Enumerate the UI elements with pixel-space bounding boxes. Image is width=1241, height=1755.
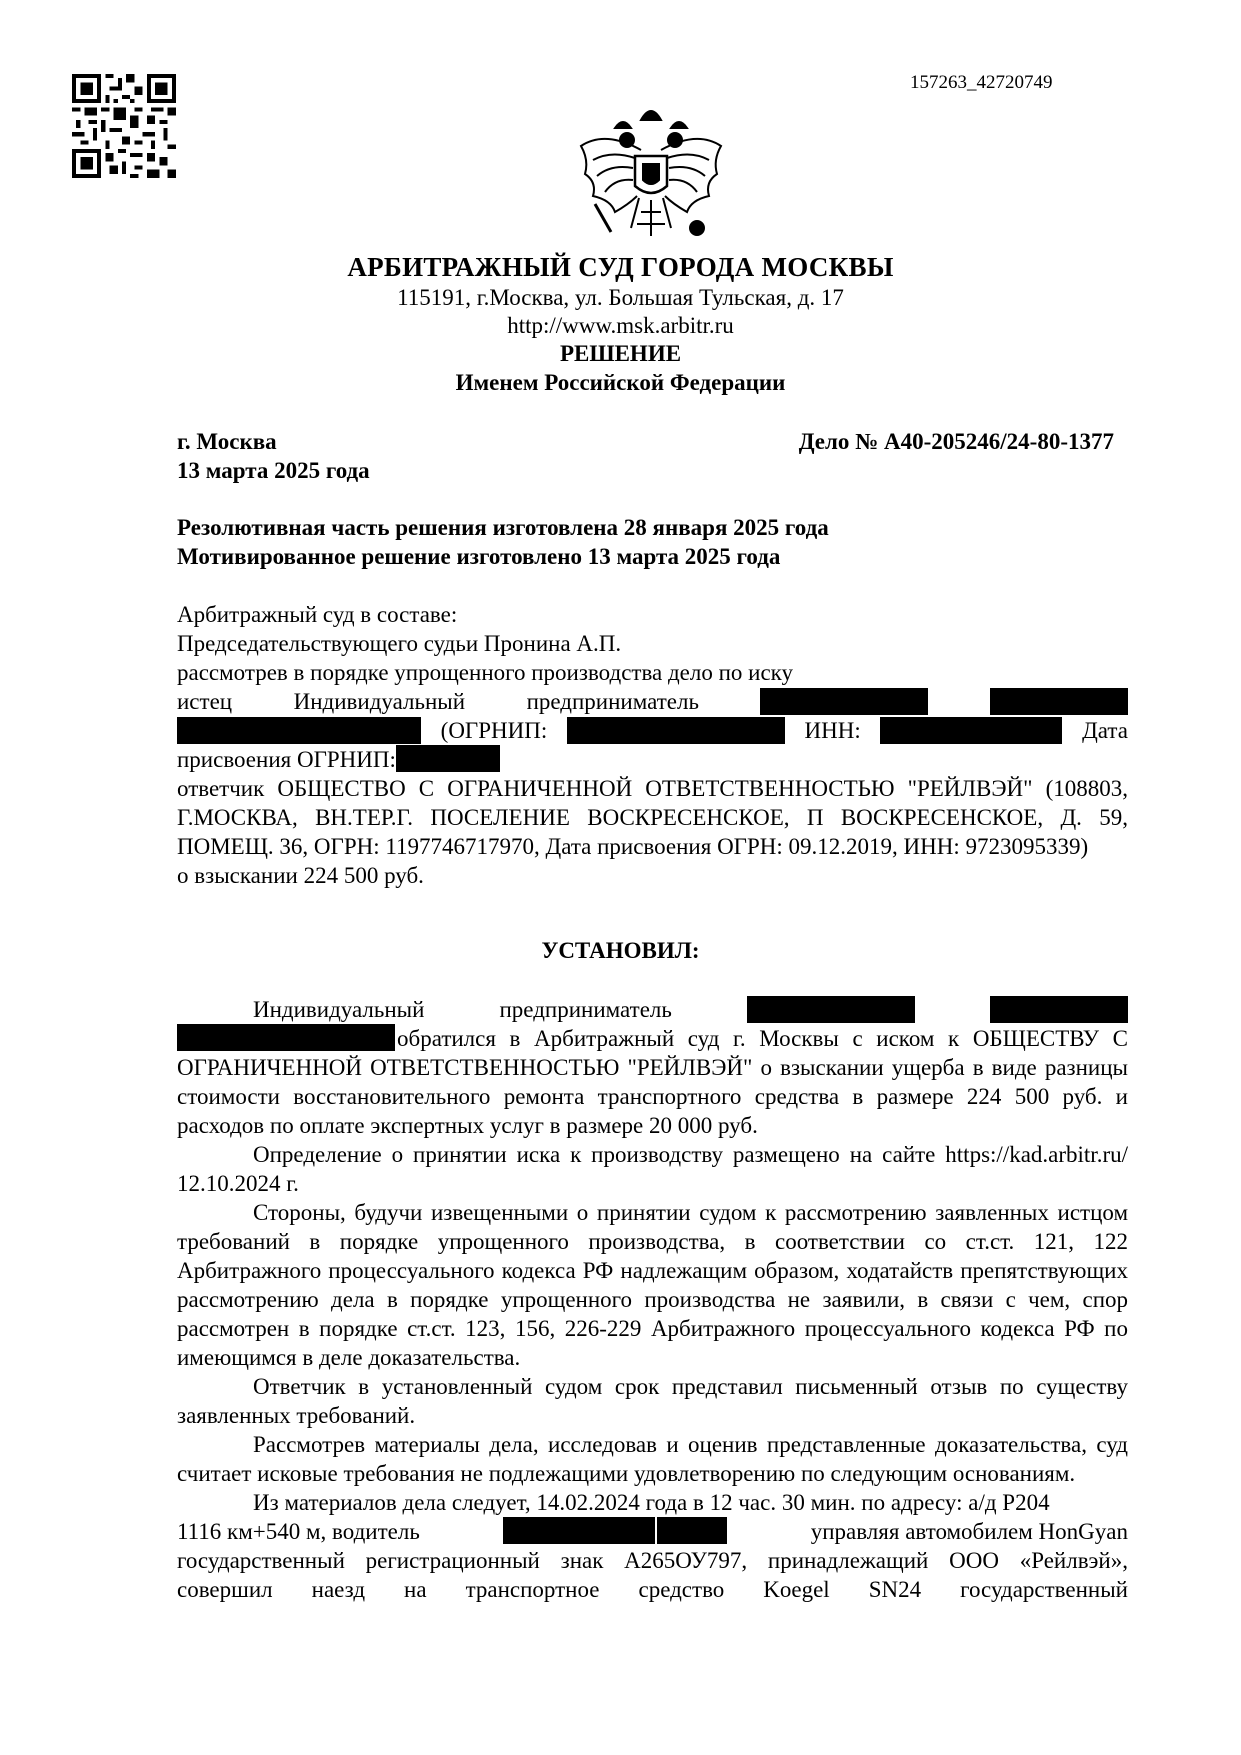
defendant-details: ответчик ОБЩЕСТВО С ОГРАНИЧЕННОЙ ОТВЕТСТВЕННОСТЬЮ "РЕЙЛВЭЙ" (108803, Г.МОСКВА, ВН.ТЕР.Г. ПОСЕЛЕНИЕ ВОСКРЕСЕНСКОЕ, П ВОСКРЕСЕНСКОЕ, Д. 59, ПОМЕЩ. 36, ОГРН: 1197746717970, Дата присвоения ОГРН: 09.12.2019, ИНН: 9723095339): [177, 776, 1128, 859]
paragraph-facts-line2: [177, 1517, 1128, 1546]
claim-amount: о взыскании 224 500 руб.: [177, 863, 424, 888]
paragraph-definition: Определение о принятии иска к производству размещено на сайте https://kad.arbitr.ru/ 12.10.2024 г.: [177, 1142, 1128, 1196]
body-text: [177, 995, 1128, 1604]
redaction-bar: [177, 717, 421, 744]
resolution-line: Резолютивная часть решения изготовлена 28 января 2025 года: [177, 515, 829, 540]
composition-block: [177, 600, 1128, 890]
redaction-bar: [657, 1517, 727, 1544]
court-website: http://www.msk.arbitr.ru: [507, 313, 734, 338]
redaction-bar: [567, 717, 785, 744]
redaction-bar: [503, 1517, 655, 1544]
ogrnip-label: (ОГРНИП:: [440, 718, 548, 743]
plaintiff-intro-line: [177, 995, 1128, 1024]
paragraph-claim: [177, 1024, 1128, 1140]
redaction-bar: [747, 996, 915, 1023]
paragraph-facts-rest: государственный регистрационный знак А265ОУ797, принадлежащий ООО «Рейлвэй», совершил наезд на транспортное средство Koegel SN24 государственный: [177, 1548, 1128, 1602]
city: г. Москва: [177, 429, 277, 454]
ogrnip-date-line: [177, 745, 1128, 774]
plaintiff-type-word1: Индивидуальный: [293, 689, 466, 714]
paragraph-facts-line1: Из материалов дела следует, 14.02.2024 года в 12 час. 30 мин. по адресу: а/д Р204: [253, 1490, 1050, 1515]
court-address: 115191, г.Москва, ул. Большая Тульская, д. 17: [397, 285, 844, 310]
plaintiff-ids-line: [177, 716, 1128, 745]
plaintiff-type-word2: предприниматель: [499, 997, 672, 1022]
redaction-bar: [177, 1024, 395, 1051]
redaction-bar: [396, 745, 500, 772]
redaction-bar: [990, 688, 1128, 715]
driver-redaction: [503, 1517, 727, 1546]
inn-label: ИНН:: [804, 718, 861, 743]
facts-km-driver: 1116 км+540 м, водитель: [177, 1519, 420, 1544]
procedure-line: рассмотрев в порядке упрощенного производства дело по иску: [177, 660, 794, 685]
qr-code: [72, 74, 176, 178]
facts-vehicle: управляя автомобилем HonGyan: [810, 1519, 1128, 1544]
plaintiff-type-word2: предприниматель: [526, 689, 699, 714]
plaintiff-line: [177, 687, 1128, 716]
in-name-of: Именем Российской Федерации: [455, 370, 786, 395]
paragraph-review: Рассмотрев материалы дела, исследовав и оценив представленные доказательства, суд считает исковые требования не подлежащими удовлетворению по следующим основаниям.: [177, 1432, 1128, 1486]
paragraph-parties: Стороны, будучи извещенными о принятии судом к рассмотрению заявленных истцом требований в порядке упрощенного производства, в соответствии со ст.ст. 121, 122 Арбитражного процессуального кодекса РФ надлежащим образом, ходатайств препятствующих рассмотрению дела в порядке упрощенного производства не заявили, в связи с чем, спор рассмотрен в порядке ст.ст. 123, 156, 226-229 Арбитражного процессуального кодекса РФ по имеющимся в деле доказательства.: [177, 1200, 1128, 1370]
composition-line: Арбитражный суд в составе:: [177, 602, 458, 627]
motivated-line: Мотивированное решение изготовлено 13 марта 2025 года: [177, 544, 781, 569]
coat-of-arms-emblem: [575, 100, 727, 246]
established-heading: УСТАНОВИЛ:: [541, 938, 700, 963]
judge-line: Председательствующего судьи Пронина А.П.: [177, 631, 622, 656]
case-number: Дело № А40-205246/24-80-1377: [798, 429, 1114, 454]
decision-title: РЕШЕНИЕ: [559, 341, 682, 366]
redaction-bar: [880, 717, 1062, 744]
decision-date: 13 марта 2025 года: [177, 458, 370, 483]
plaintiff-label: истец: [177, 689, 233, 714]
date-label: Дата: [1082, 718, 1128, 743]
ogrnip-date-label: присвоения ОГРНИП:: [177, 747, 396, 772]
paragraph-response: Ответчик в установленный судом срок представил письменный отзыв по существу заявленных требований.: [177, 1374, 1128, 1428]
plaintiff-type-word1: Индивидуальный: [253, 997, 425, 1022]
redaction-bar: [760, 688, 928, 715]
court-name: АРБИТРАЖНЫЙ СУД ГОРОДА МОСКВЫ: [347, 252, 894, 282]
redaction-bar: [990, 996, 1128, 1023]
paragraph-claim-text: обратился в Арбитражный суд г. Москвы с иском к ОБЩЕСТВУ С ОГРАНИЧЕННОЙ ОТВЕТСТВЕННОСТЬЮ "РЕЙЛВЭЙ" о взыскании ущерба в виде разницы стоимости восстановительного ремонта транспортного средства в размере 224 500 руб. и расходов по оплате экспертных услуг в размере 20 000 руб.: [177, 1026, 1128, 1138]
document-id: 157263_42720749: [910, 72, 1053, 93]
